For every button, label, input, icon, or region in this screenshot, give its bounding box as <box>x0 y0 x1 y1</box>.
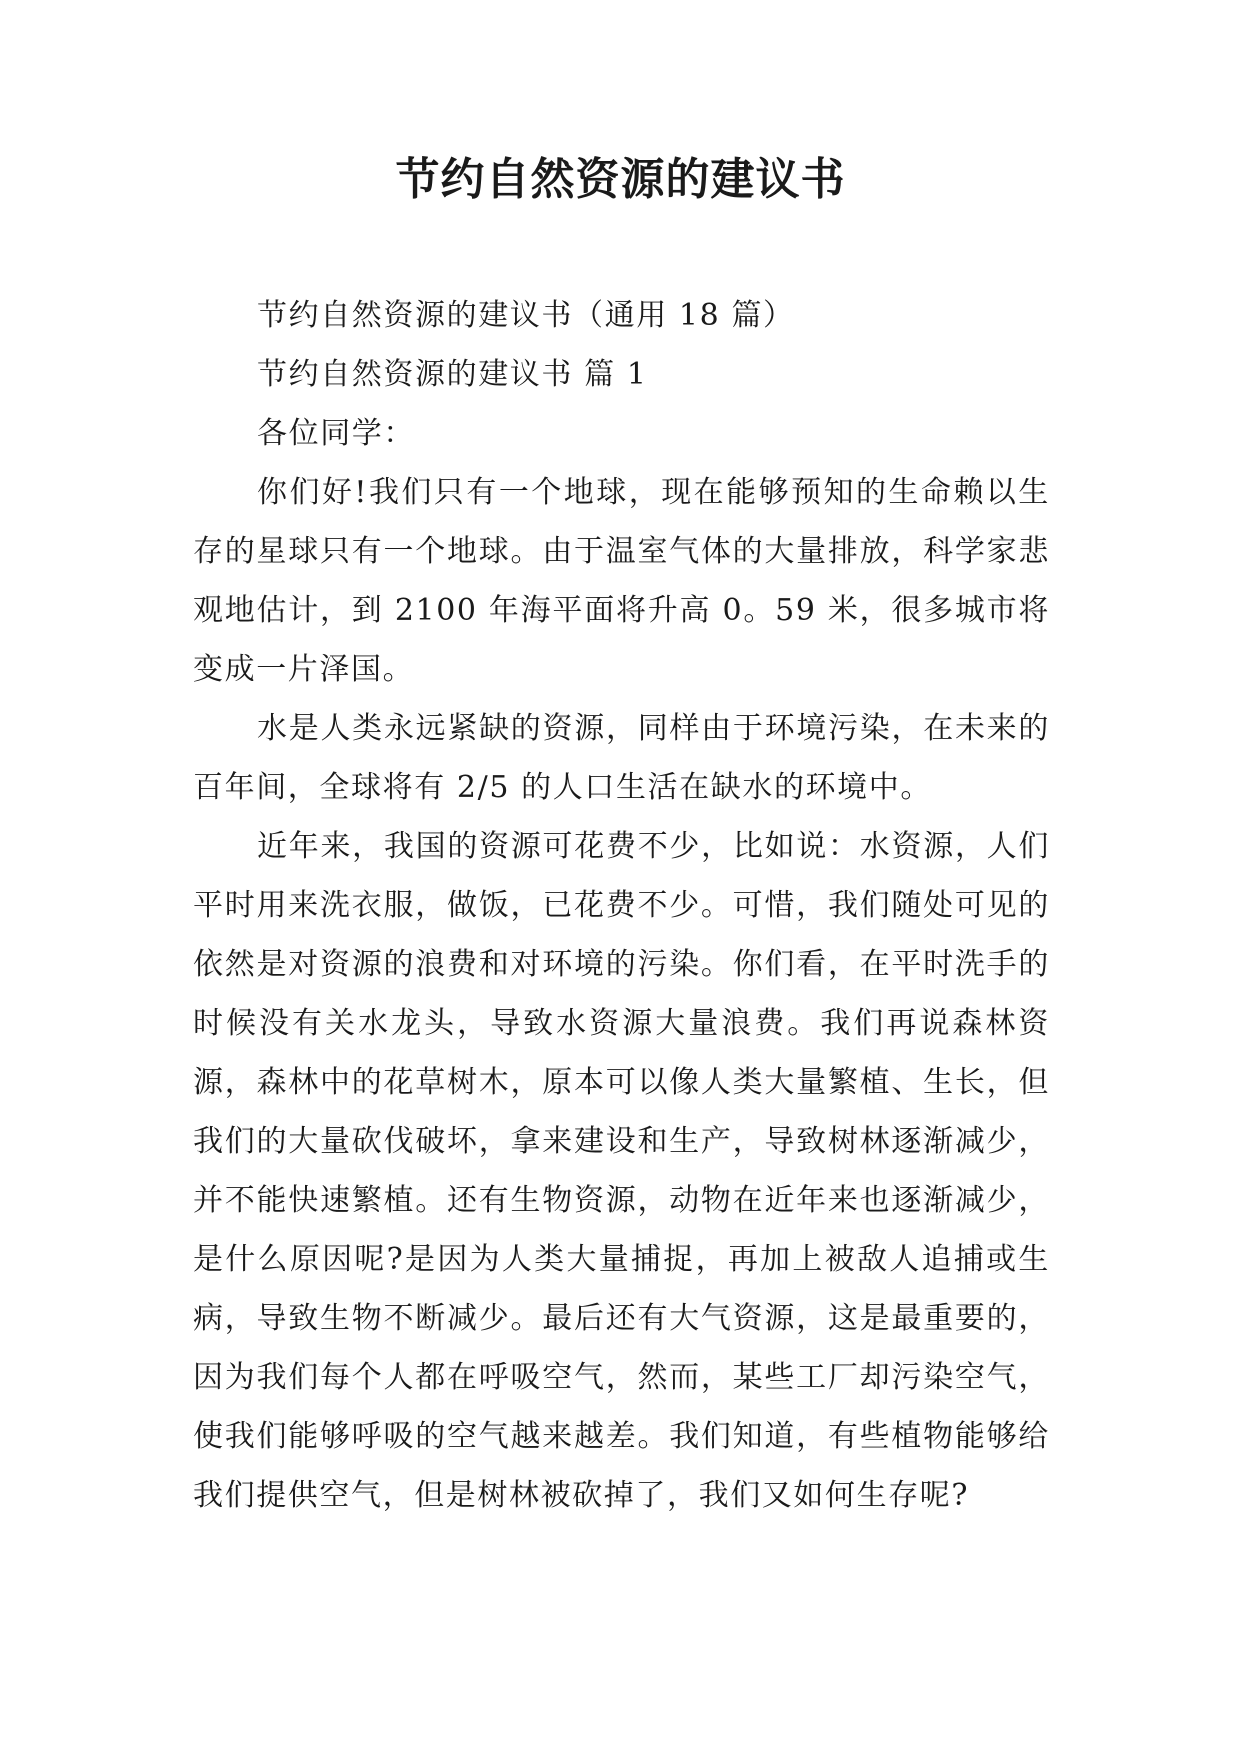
paragraph-salutation: 各位同学： <box>257 416 415 451</box>
document-title: 节约自然资源的建议书 <box>395 154 846 205</box>
document-body <box>193 286 1050 1525</box>
paragraph: 你们好!我们只有一个地球，现在能够预知的生命赖以生存的星球只有一个地球。由于温室气体的大量排放，科学家悲观地估计，到 2100 年海平面将升高 0。59 米，很多城市将变成一片泽国。 <box>193 475 1050 687</box>
paragraph-heading: 节约自然资源的建议书（通用 18 篇） <box>257 298 795 333</box>
paragraph-subheading: 节约自然资源的建议书 篇 1 <box>257 357 648 392</box>
paragraph: 水是人类永远紧缺的资源，同样由于环境污染，在未来的百年间，全球将有 2/5 的人口生活在缺水的环境中。 <box>193 711 1050 805</box>
paragraph: 近年来，我国的资源可花费不少，比如说：水资源，人们平时用来洗衣服，做饭，已花费不少。可惜，我们随处可见的依然是对资源的浪费和对环境的污染。你们看，在平时洗手的时候没有关水龙头，导致水资源大量浪费。我们再说森林资源，森林中的花草树木，原本可以像人类大量繁植、生长，但我们的大量砍伐破坏，拿来建设和生产，导致树林逐渐减少，并不能快速繁植。还有生物资源，动物在近年来也逐渐减少，是什么原因呢?是因为人类大量捕捉，再加上被敌人追捕或生病，导致生物不断减少。最后还有大气资源，这是最重要的，因为我们每个人都在呼吸空气，然而，某些工厂却污染空气，使我们能够呼吸的空气越来越差。我们知道，有些植物能够给我们提供空气，但是树林被砍掉了，我们又如何生存呢? <box>193 829 1050 1513</box>
